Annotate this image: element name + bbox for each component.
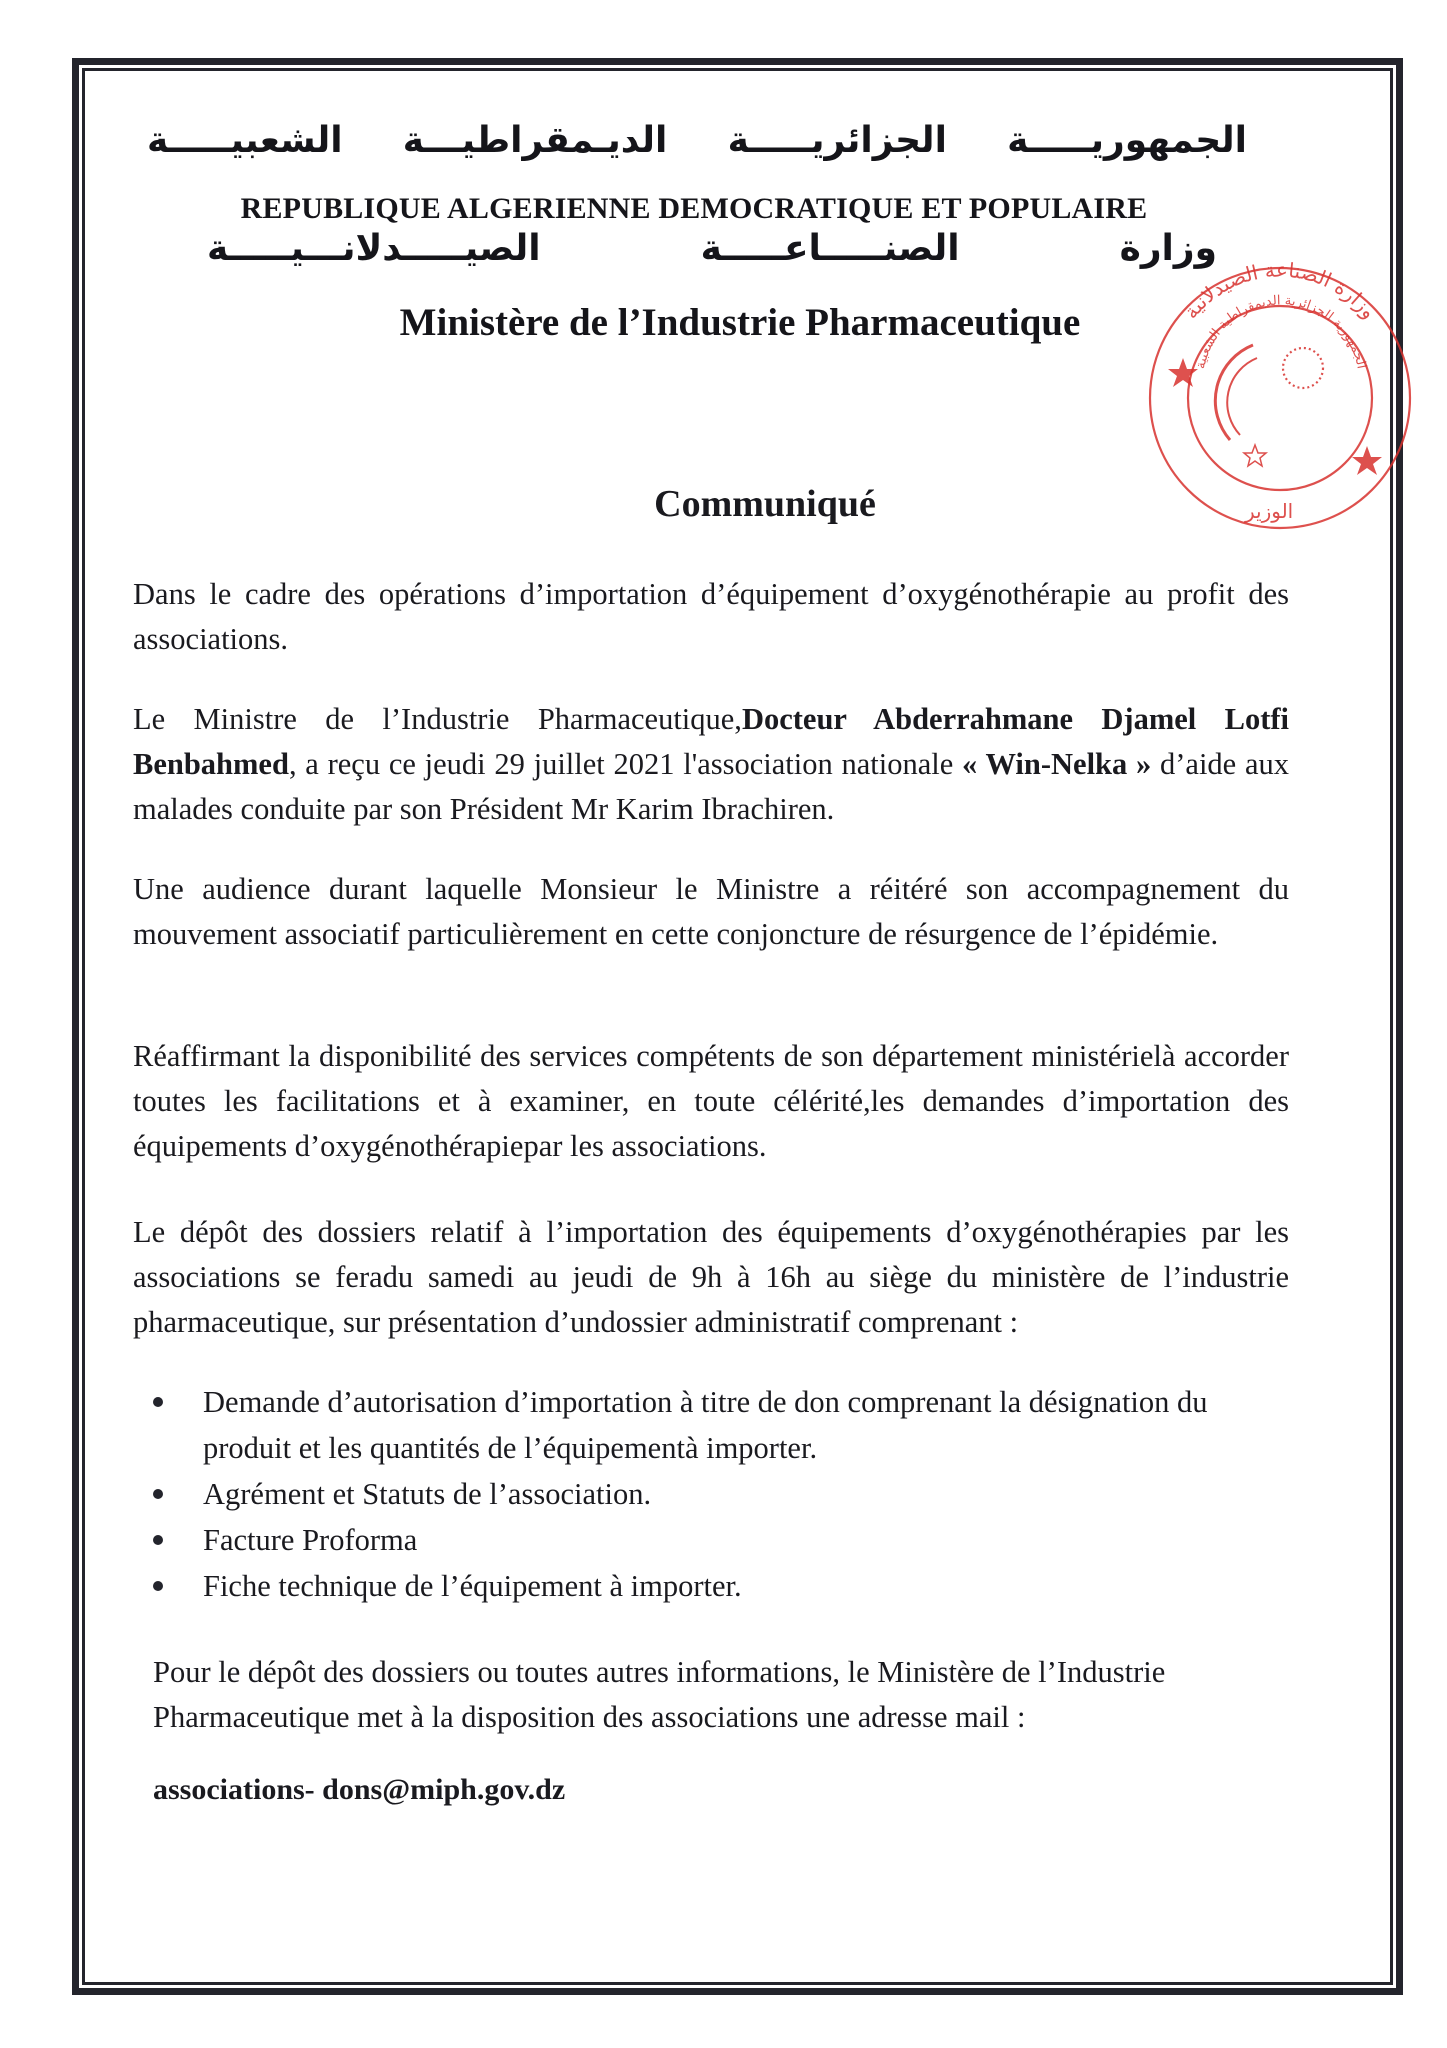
list-item: Agrément et Statuts de l’association. [150, 1471, 1290, 1517]
paragraph-services: Réaffirmant la disponibilité des services compétents de son département ministérielà accorder toutes les facilitations et à examiner, en toute célérité,les demandes d’importation des équipements d’oxygénothérapiepar les associations. [133, 1039, 1289, 1163]
seal-outer-text: وزارة الصناعة الصيدلانية [1178, 257, 1382, 324]
paragraph-submission: Le dépôt des dossiers relatif à l’importation des équipements d’oxygénothérapies par les associations se feradu samedi au jeudi de 9h à 16h au siège du ministère de l’industrie pharmaceutique, sur présentation d’undossier administratif comprenant : [133, 1215, 1289, 1339]
svg-text:وزارة الصناعة الصيدلانية [1179, 258, 1382, 324]
seal-bottom-text: الوزير [1245, 499, 1294, 523]
requirements-list [150, 1379, 1290, 1609]
paragraph-contact: Pour le dépôt des dossiers ou toutes autres informations, le Ministère de l’Industrie Pharmaceutique met à la disposition des associations une adresse mail : [153, 1655, 1166, 1734]
bullet-icon [153, 1581, 163, 1591]
official-seal-stamp-icon [1135, 250, 1425, 540]
contact-email[interactable]: associations- dons@miph.gov.dz [153, 1773, 566, 1806]
header-arabic-republic: الجمهوريـــــة الجزائريـــــة الديـمقراطيـــة الشعبيـــــة [147, 120, 1247, 161]
paragraph-audience: Une audience durant laquelle Monsieur le Ministre a réitéré son accompagnement du mouvement associatif particulièrement en cette conjoncture de résurgence de l’épidémie. [133, 872, 1289, 951]
list-item: Fiche technique de l’équipement à importer. [150, 1563, 1290, 1609]
document-title: Communiqué [654, 483, 876, 525]
paragraph-context: Dans le cadre des opérations d’importation d’équipement d’oxygénothérapie au profit des associations. [133, 577, 1289, 656]
bullet-icon [153, 1397, 163, 1407]
seal-star-left [1168, 358, 1198, 387]
list-item: Demande d’autorisation d’importation à titre de don comprenant la désignation du produit et les quantités de l’équipementà importer. [150, 1379, 1290, 1471]
svg-text:الجمهورية الجزائرية الديمقراطي [1193, 293, 1368, 370]
paragraph-meeting: Le Ministre de l’Industrie Pharmaceutique,Docteur Abderrahmane Djamel Lotfi Benbahmed, a reçu ce jeudi 29 juillet 2021 l'association nationale « Win-Nelka » d’aide aux malades conduite par son Président Mr Karim Ibrachiren. [133, 702, 1289, 826]
list-item: Facture Proforma [150, 1517, 1290, 1563]
bullet-icon [153, 1535, 163, 1545]
header-arabic-ministry: وزارة الصنـــــاعـــــة الصيـــــدلانـــيـــــة [207, 228, 1217, 269]
header-french-republic: REPUBLIQUE ALGERIENNE DEMOCRATIQUE ET POPULAIRE [240, 192, 1148, 225]
minister-name: Docteur Abderrahmane Djamel Lotfi Benbahmed [133, 702, 1289, 781]
seal-inner-text: الجمهورية الجزائرية الديمقراطية الشعبية [1193, 293, 1369, 371]
association-name: « Win-Nelka » [962, 747, 1152, 781]
bullet-icon [153, 1489, 163, 1499]
header-french-ministry: Ministère de l’Industrie Pharmaceutique [399, 301, 1081, 344]
